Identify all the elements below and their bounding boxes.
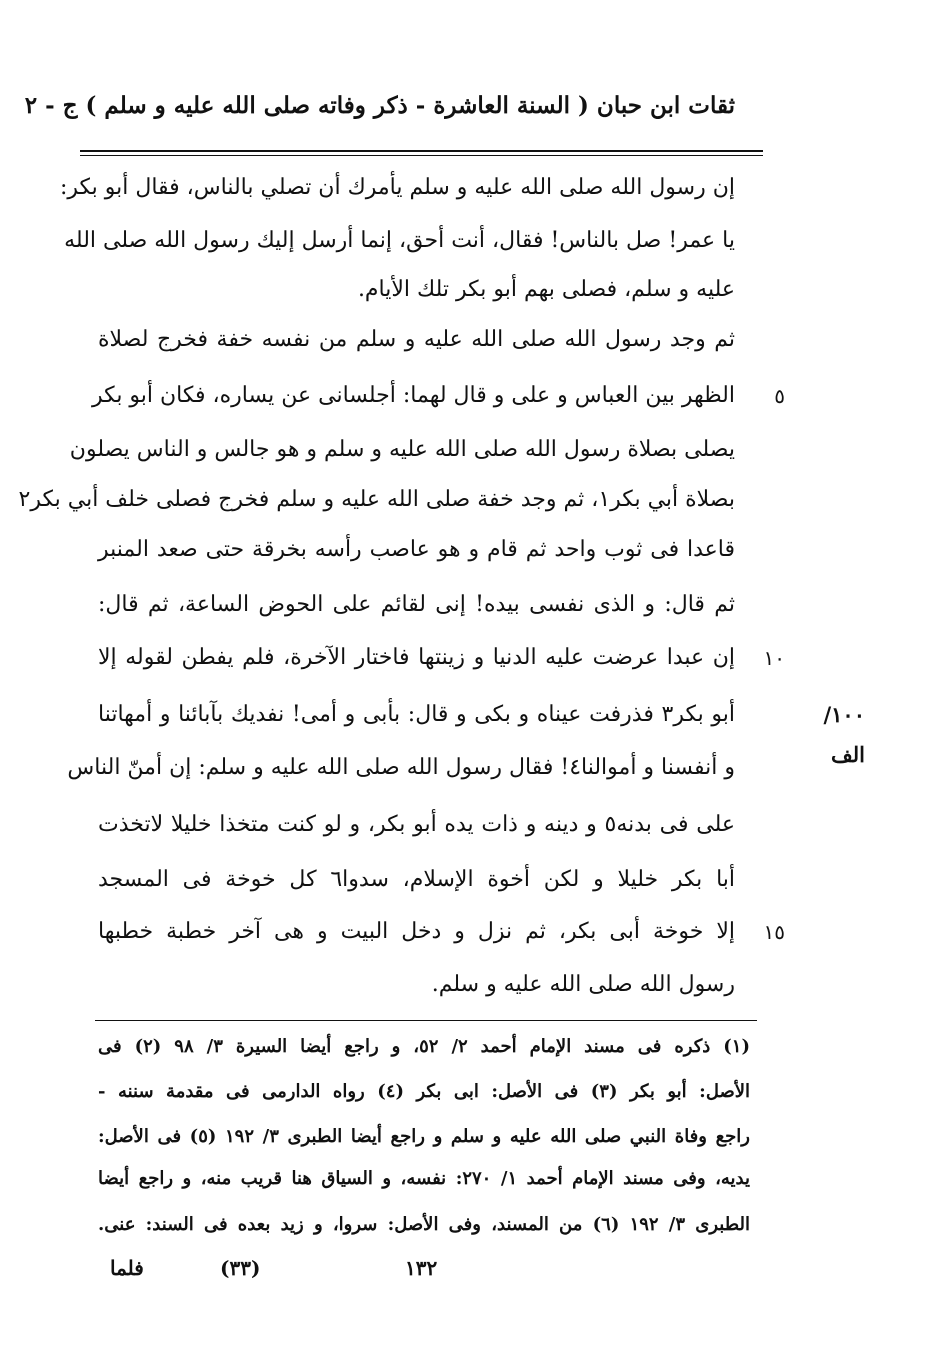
header-rule-thin — [80, 155, 763, 156]
text-line: إلا خوخة أبى بكر، ثم نزل و دخل البيت و هى آخر خطبة خطبها — [98, 919, 735, 944]
text-line: أبا بكر خليلا و لكن أخوة الإسلام، سدوا٦ كل خوخة فى المسجد — [98, 867, 736, 892]
text-line: يصلى بصلاة رسول الله صلى الله عليه و سلم و هو جالس و الناس يصلون — [69, 437, 735, 462]
line-number: ١٥ — [763, 920, 785, 944]
text-line: رسول الله صلى الله عليه و سلم. — [431, 972, 735, 997]
text-line: أبو بكر٣ فذرفت عيناه و بكى و قال: بأبى و أمى! نفديك بآبائنا و أمهاتنا — [98, 702, 735, 727]
text-line: إن رسول الله صلى الله عليه و سلم يأمرك أن تصلي بالناس، فقال أبو بكر: — [59, 175, 735, 200]
footnote-line: يديه، وفى مسند الإمام أحمد ١/ ٢٧٠: نفسه، و السياق هنا قريب منه، و راجع أيضا — [98, 1168, 750, 1189]
text-line: يا عمر! صل بالناس! فقال، أنت أحق، إنما أرسل إليك رسول الله صلى الله — [64, 228, 735, 253]
page-number: ١٣٢ — [405, 1256, 438, 1280]
line-number: ١٠ — [763, 646, 785, 670]
text-line: الظهر بين العباس و على و قال لهما: أجلسانى عن يساره، فكان أبو بكر — [92, 383, 735, 408]
text-line: و أنفسنا و أموالنا٤! فقال رسول الله صلى الله عليه و سلم: إن أمنّ الناس — [67, 755, 735, 780]
text-line: ثم وجد رسول الله صلى الله عليه و سلم من نفسه خفة فخرج لصلاة — [98, 327, 735, 352]
text-line: بصلاة أبي بكر١، ثم وجد خفة صلى الله عليه و سلم فخرج فصلى خلف أبي بكر٢ — [18, 487, 735, 512]
catchword: فلما — [110, 1256, 144, 1280]
line-number: ٥ — [774, 384, 785, 408]
header-rule — [80, 150, 763, 152]
signature-mark: (٣٣) — [220, 1256, 261, 1280]
footnote-line: الطبرى ٣/ ١٩٢ (٦) من المسند، وفى الأصل: سروا، و زيد بعده فى السند: عنى. — [98, 1214, 750, 1235]
text-line: عليه و سلم، فصلى بهم أبو بكر تلك الأيام. — [357, 277, 735, 302]
footnote-line: راجع وفاة النبي صلى الله عليه و سلم و راجع أيضا الطبرى ٣/ ١٩٢ (٥) فى الأصل: — [98, 1126, 750, 1147]
footnote-line: الأصل: أبو بكر (٣) فى الأصل: ابى بكر (٤) رواه الدارمى فى مقدمة سننه - — [98, 1081, 750, 1102]
footnote-rule — [95, 1020, 757, 1021]
text-line: على فى بدنه٥ و دينه و ذات يده أبو بكر، و لو كنت متخذا خليلا لاتخذت — [98, 812, 735, 837]
text-line: إن عبدا عرضت عليه الدنيا و زينتها فاختار الآخرة، فلم يفطن لقوله إلا — [98, 645, 735, 670]
running-header: ثقات ابن حبان ( السنة العاشرة - ذكر وفاته صلى الله عليه و سلم ) ج - ٢ — [24, 92, 735, 119]
footnote-line: (١) ذكره فى مسند الإمام أحمد ٢/ ٥٢، و راجع أيضا السيرة ٣/ ٩٨ (٢) فى — [98, 1036, 750, 1057]
text-line: قاعدا فى ثوب واحد ثم قام و هو عاصب رأسه بخرقة حتى صعد المنبر — [98, 537, 735, 562]
manuscript-folio-note: ١٠٠/الف — [823, 702, 865, 767]
text-line: ثم قال: و الذى نفسى بيده! إنى لقائم على الحوض الساعة، ثم قال: — [98, 592, 735, 617]
